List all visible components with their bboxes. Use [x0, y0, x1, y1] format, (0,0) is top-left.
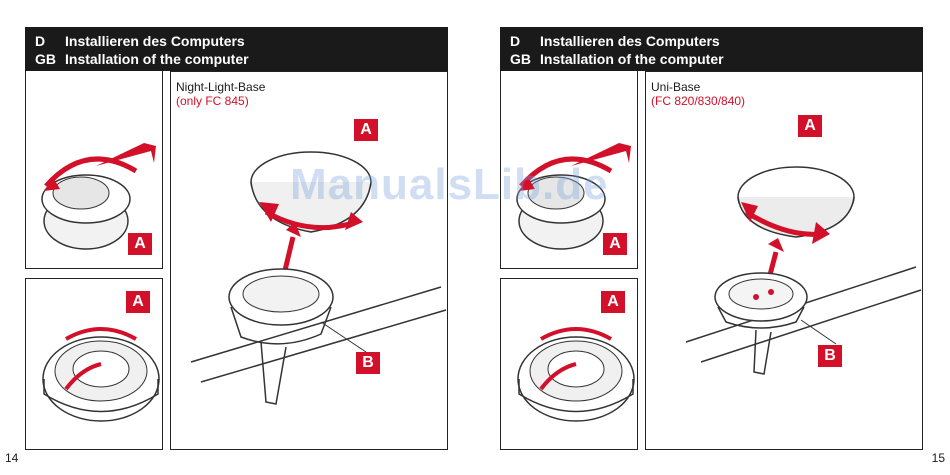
caption-subtitle: (only FC 845)	[176, 94, 249, 108]
caption-title: Uni-Base	[651, 80, 701, 94]
step-base-mount	[25, 278, 163, 450]
label-a-badge: A	[798, 115, 822, 137]
lang-code-gb: GB	[35, 51, 56, 67]
header-title-gb: Installation of the computer	[540, 51, 724, 67]
night-light-base-illustration	[171, 72, 449, 451]
header-title-gb: Installation of the computer	[65, 51, 249, 67]
uni-base-illustration	[646, 72, 924, 451]
lang-code-de: D	[510, 33, 521, 49]
watermark: ManualsLib.de	[290, 160, 609, 209]
main-illustration-box	[170, 71, 448, 450]
lang-code-gb: GB	[510, 51, 531, 67]
label-a-badge: A	[126, 291, 150, 313]
label-a-badge: A	[354, 119, 378, 141]
main-illustration-box	[645, 71, 923, 450]
lang-code-de: D	[35, 33, 46, 49]
label-a-badge: A	[128, 233, 152, 255]
header-title-de: Installieren des Computers	[65, 33, 245, 49]
page-number: 15	[931, 451, 945, 465]
right-page	[475, 0, 950, 475]
label-b-badge: B	[818, 345, 842, 367]
section-header	[500, 27, 923, 71]
caption-title: Night-Light-Base	[176, 80, 266, 94]
step-twist-lock	[25, 71, 163, 269]
caption-subtitle: (FC 820/830/840)	[651, 94, 746, 108]
header-title-de: Installieren des Computers	[540, 33, 720, 49]
step-base-mount	[500, 278, 638, 450]
label-a-badge: A	[603, 233, 627, 255]
section-header	[25, 27, 448, 71]
label-b-badge: B	[356, 352, 380, 374]
label-a-badge: A	[601, 291, 625, 313]
page-number: 14	[5, 451, 19, 465]
